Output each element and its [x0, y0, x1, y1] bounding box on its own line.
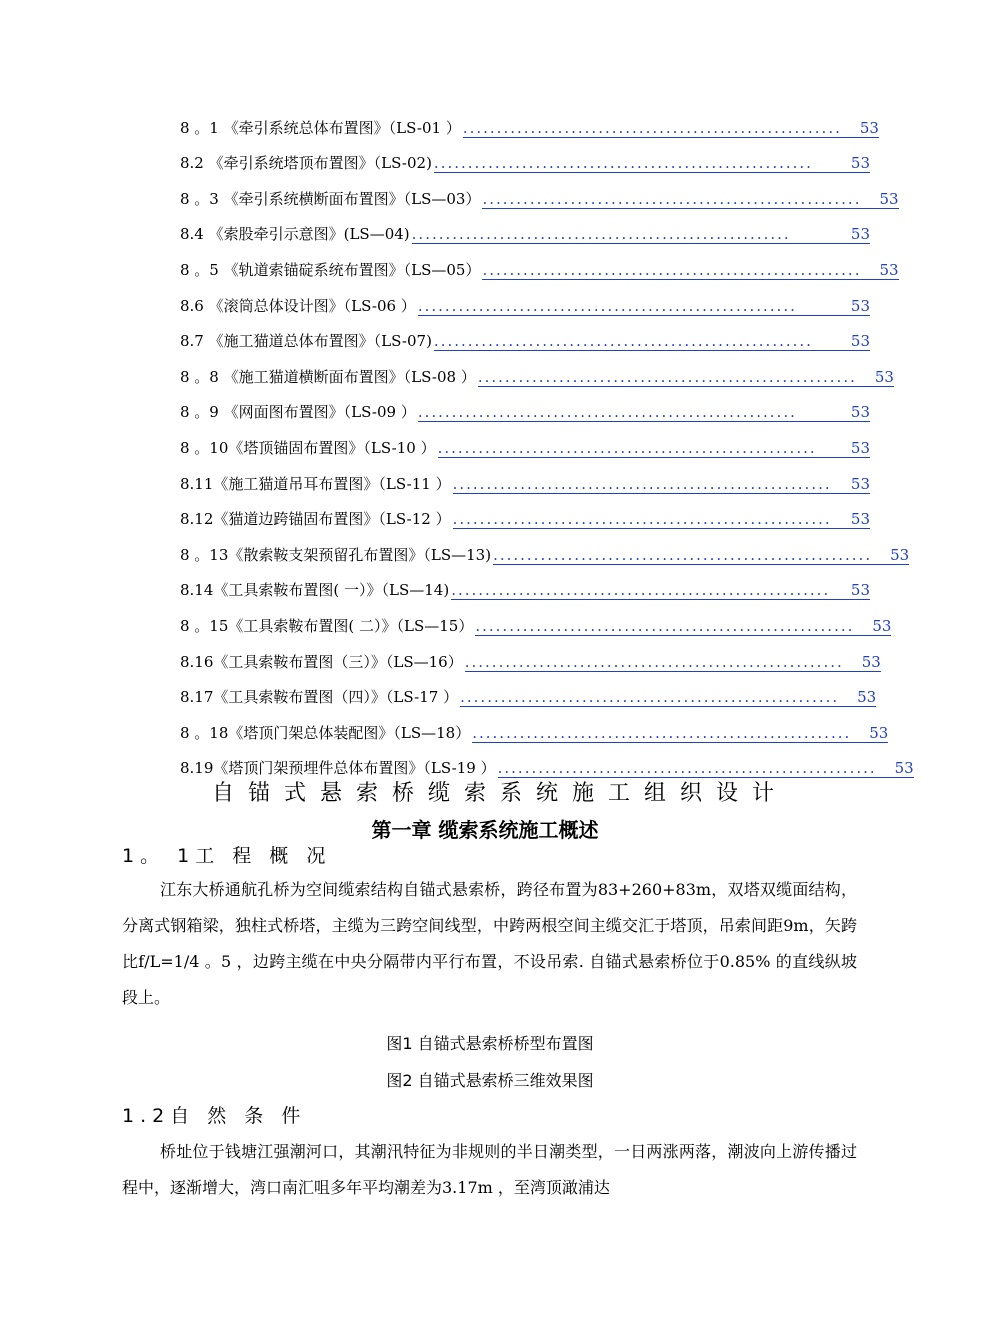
table-of-contents — [180, 102, 914, 778]
toc-entry-label: 8 。8 《施工猫道横断面布置图》（LS-08 ） — [180, 367, 476, 386]
section-heading-overview: 1。 1工 程 概 况 — [122, 845, 332, 867]
toc-entry[interactable] — [180, 743, 914, 779]
toc-leader-dots: ........................................................ — [460, 688, 840, 707]
toc-leader-dots: ........................................................ — [493, 545, 873, 564]
toc-page-number[interactable]: 53 — [833, 225, 870, 244]
toc-leader-dots: ........................................................ — [472, 723, 852, 742]
toc-page-number[interactable]: 53 — [833, 475, 870, 494]
toc-entry[interactable] — [180, 672, 877, 708]
toc-leader-dots: ........................................................ — [482, 260, 862, 279]
toc-entry-label: 8 。3 《牵引系统横断面布置图》（LS—03） — [180, 189, 481, 208]
toc-entry-label: 8 。5 《轨道索锚碇系统布置图》（LS—05） — [180, 260, 481, 279]
toc-entry[interactable] — [180, 707, 889, 743]
toc-page-number[interactable]: 53 — [872, 546, 909, 565]
toc-page-number[interactable]: 53 — [844, 653, 881, 672]
toc-page-number[interactable]: 53 — [833, 297, 870, 316]
toc-entry[interactable] — [180, 102, 879, 138]
toc-leader-dots: ........................................................ — [412, 225, 833, 244]
toc-entry-label: 8 。15《工具索鞍布置图( 二）》（LS—15） — [180, 616, 474, 635]
toc-leader-dots: ........................................................ — [418, 403, 833, 422]
toc-page-number[interactable]: 53 — [833, 332, 870, 351]
toc-page-number[interactable]: 53 — [861, 190, 898, 209]
toc-entry[interactable] — [180, 280, 870, 316]
toc-page-number[interactable]: 53 — [833, 403, 870, 422]
overview-paragraph: 江东大桥通航孔桥为空间缆索结构自锚式悬索桥，跨径布置为83+260+83m，双塔双缆面结构，分离式钢箱梁，独柱式桥塔，主缆为三跨空间线型，中跨两根空间主缆交汇于塔顶，吊索间距9m，矢跨比f/L=1/4 。5 ，边跨主缆在中央分隔带内平行布置，不设吊索. 自锚式悬索桥位于0.85% 的直线纵坡段上。 — [122, 880, 857, 1007]
toc-page-number[interactable]: 53 — [833, 510, 870, 529]
toc-entry-label: 8 。18《塔顶门架总体装配图》（LS—18） — [180, 723, 471, 742]
toc-entry-label: 8.11《施工猫道吊耳布置图》（LS-11 ） — [180, 474, 451, 493]
toc-leader-dots: ........................................................ — [477, 367, 857, 386]
figure-caption-1: 图1 自锚式悬索桥桥型布置图 — [386, 1034, 594, 1053]
toc-leader-dots: ........................................................ — [452, 510, 832, 529]
toc-page-number[interactable]: 53 — [877, 759, 914, 778]
toc-page-number[interactable]: 53 — [833, 439, 870, 458]
toc-leader-dots: ........................................................ — [482, 189, 862, 208]
toc-leader-dots: ........................................................ — [452, 474, 832, 493]
toc-entry[interactable] — [180, 244, 899, 280]
toc-entry[interactable] — [180, 209, 870, 245]
toc-entry-label: 8.2 《牵引系统塔顶布置图》（LS-02) — [180, 154, 432, 173]
toc-entry[interactable] — [180, 316, 870, 352]
document-title: 自锚式悬索桥缆索系统施工组织设计 — [211, 781, 788, 806]
toc-entry-label: 8 。9 《网面图布置图》（LS-09 ） — [180, 403, 416, 422]
toc-page-number[interactable]: 53 — [833, 154, 870, 173]
toc-leader-dots: ........................................................ — [462, 118, 842, 137]
toc-page-number[interactable]: 53 — [861, 261, 898, 280]
toc-entry[interactable] — [180, 458, 870, 494]
toc-entry-label: 8.6 《滚筒总体设计图》（LS-06 ） — [180, 296, 416, 315]
toc-leader-dots: ........................................................ — [464, 652, 844, 671]
toc-entry-label: 8 。13《散索鞍支架预留孔布置图》（LS—13) — [180, 545, 492, 564]
toc-entry[interactable] — [180, 565, 870, 601]
toc-entry[interactable] — [180, 636, 881, 672]
toc-entry-label: 8 。1 《牵引系统总体布置图》（LS-01 ） — [180, 118, 461, 137]
toc-entry[interactable] — [180, 600, 892, 636]
toc-leader-dots: ........................................................ — [497, 759, 877, 778]
toc-entry-label: 8.16《工具索鞍布置图（三）》（LS—16） — [180, 652, 463, 671]
section-heading-natural-conditions: 1.2自 然 条 件 — [122, 1105, 307, 1127]
toc-entry[interactable] — [180, 173, 899, 209]
toc-entry-label: 8.19《塔顶门架预埋件总体布置图》（LS-19 ） — [180, 759, 496, 778]
toc-entry[interactable] — [180, 494, 870, 530]
toc-page-number[interactable]: 53 — [851, 724, 888, 743]
toc-entry-label: 8 。10《塔顶锚固布置图》（LS-10 ） — [180, 438, 436, 457]
toc-entry[interactable] — [180, 529, 910, 565]
toc-leader-dots: ........................................................ — [434, 332, 833, 351]
toc-leader-dots: ........................................................ — [438, 439, 833, 458]
toc-leader-dots: ........................................................ — [451, 581, 833, 600]
toc-entry-label: 8.4 《索股牵引示意图》(LS—04) — [180, 225, 410, 244]
toc-entry-label: 8.14《工具索鞍布置图( 一）》（LS—14) — [180, 581, 450, 600]
toc-page-number[interactable]: 53 — [854, 617, 891, 636]
toc-entry-label: 8.7 《施工猫道总体布置图》（LS-07) — [180, 332, 432, 351]
toc-entry[interactable] — [180, 422, 870, 458]
toc-entry[interactable] — [180, 387, 870, 423]
toc-leader-dots: ........................................................ — [475, 616, 855, 635]
toc-leader-dots: ........................................................ — [434, 154, 833, 173]
toc-entry[interactable] — [180, 138, 870, 174]
toc-leader-dots: ........................................................ — [418, 297, 833, 316]
toc-page-number[interactable]: 53 — [857, 368, 894, 387]
toc-entry-label: 8.12《猫道边跨锚固布置图》（LS-12 ） — [180, 510, 451, 529]
natural-conditions-paragraph: 桥址位于钱塘江强潮河口，其潮汛特征为非规则的半日潮类型，一日两涨两落，潮波向上游传播过程中，逐渐增大，湾口南汇咀多年平均潮差为3.17m ，至湾顶澉浦达 — [122, 1142, 857, 1197]
toc-entry-label: 8.17《工具索鞍布置图（四）》（LS-17 ） — [180, 688, 459, 707]
chapter-title: 第一章 缆索系统施工概述 — [371, 818, 599, 842]
toc-page-number[interactable]: 53 — [839, 688, 876, 707]
toc-page-number[interactable]: 53 — [842, 119, 879, 138]
figure-caption-2: 图2 自锚式悬索桥三维效果图 — [386, 1071, 594, 1090]
toc-page-number[interactable]: 53 — [833, 581, 870, 600]
toc-entry[interactable] — [180, 351, 894, 387]
